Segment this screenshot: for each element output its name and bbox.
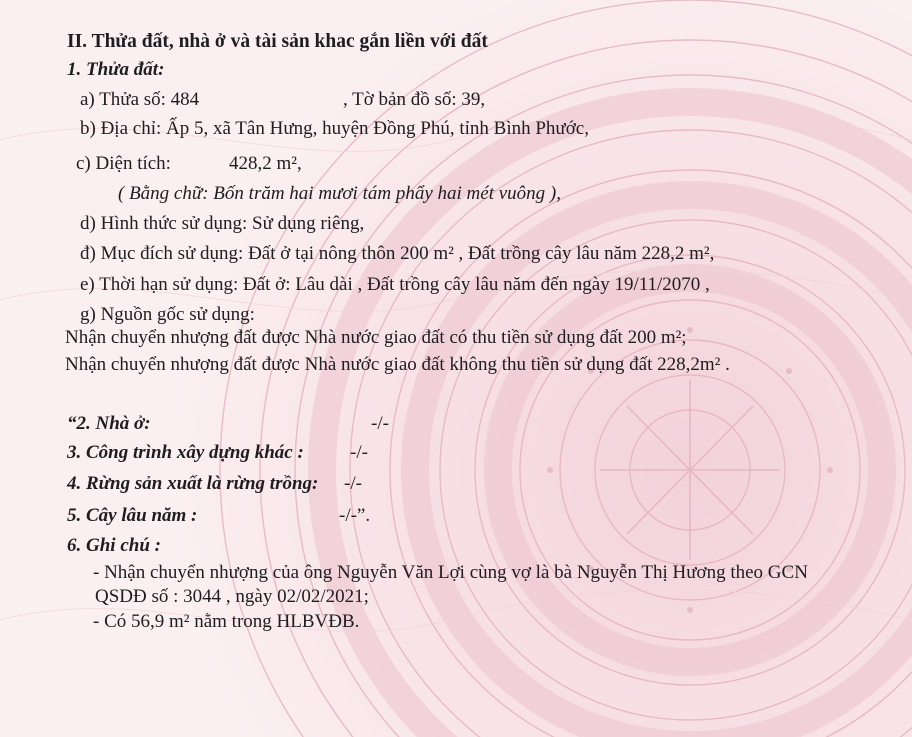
- usage-term: e) Thời hạn sử dụng: Đất ở: Lâu dài , Đất trồng cây lâu năm đến ngày 19/11/2070 ,: [80, 274, 710, 295]
- parcel-heading: 1. Thửa đất:: [67, 59, 165, 80]
- house-label: “2. Nhà ở:: [67, 413, 151, 434]
- note-road-corridor: - Có 56,9 m² nằm trong HLBVĐB.: [93, 611, 360, 632]
- map-sheet-number: , Tờ bản đồ số: 39,: [343, 89, 486, 110]
- parcel-address: b) Địa chỉ: Ấp 5, xã Tân Hưng, huyện Đồng Phú, tỉnh Bình Phước,: [80, 118, 589, 139]
- note-transfer-1: - Nhận chuyển nhượng của ông Nguyễn Văn Lợi cùng vợ là bà Nguyễn Thị Hương theo GCN: [93, 562, 808, 583]
- area-value: 428,2 m²,: [229, 153, 302, 174]
- usage-form: d) Hình thức sử dụng: Sử dụng riêng,: [80, 213, 365, 234]
- area-in-words: ( Bằng chữ: Bốn trăm hai mươi tám phẩy hai mét vuông ),: [118, 183, 561, 204]
- usage-origin-2: Nhận chuyển nhượng đất được Nhà nước giao đất không thu tiền sử dụng đất 228,2m² .: [65, 354, 730, 375]
- perennial-trees-label: 5. Cây lâu năm :: [67, 505, 198, 526]
- other-construction-label: 3. Công trình xây dựng khác :: [67, 442, 304, 463]
- area-label: c) Diện tích:: [76, 153, 171, 174]
- section-title: II. Thửa đất, nhà ở và tài sản khac gắn liền với đất: [67, 31, 488, 52]
- usage-origin-1: Nhận chuyển nhượng đất được Nhà nước giao đất có thu tiền sử dụng đất 200 m²;: [65, 327, 687, 348]
- other-construction-value: -/-: [350, 442, 368, 463]
- parcel-number: a) Thửa số: 484: [80, 89, 200, 110]
- note-transfer-2: QSDĐ số : 3044 , ngày 02/02/2021;: [95, 586, 369, 607]
- house-value: -/-: [371, 413, 389, 434]
- notes-label: 6. Ghi chú :: [67, 535, 161, 556]
- usage-purpose: đ) Mục đích sử dụng: Đất ở tại nông thôn 200 m² , Đất trồng cây lâu năm 228,2 m²,: [80, 243, 715, 264]
- planted-forest-value: -/-: [344, 473, 362, 494]
- planted-forest-label: 4. Rừng sản xuất là rừng trồng:: [67, 473, 319, 494]
- usage-origin-label: g) Nguồn gốc sử dụng:: [80, 304, 255, 325]
- perennial-trees-value: -/-”.: [339, 505, 371, 526]
